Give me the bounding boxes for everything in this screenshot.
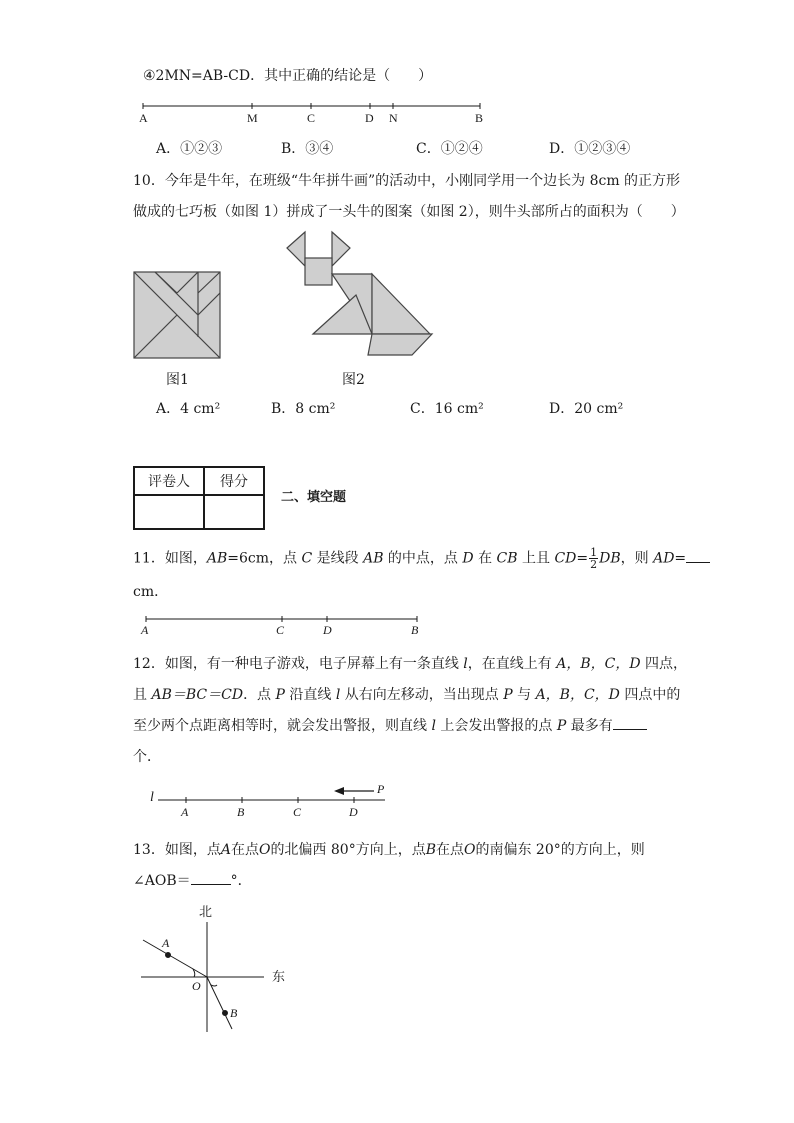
score-table — [133, 466, 265, 530]
q11-segment-figure — [146, 616, 417, 622]
q12-label-c: C — [293, 805, 302, 819]
q12-line-2: 且 AB＝BC＝CD．点 P 沿直线 l 从右向左移动，当出现点 P 与 A，B，C，D 四点中的 — [133, 687, 681, 703]
q12-answer-blank[interactable] — [613, 729, 647, 730]
q10-option-c: C．16 cm² — [410, 401, 484, 417]
score-header: 得分 — [204, 467, 264, 495]
reviewer-header: 评卷人 — [134, 467, 204, 495]
point-b-dot — [223, 1011, 228, 1016]
q10-option-b: B．8 cm² — [271, 401, 336, 417]
q11-label-a: A — [141, 623, 149, 637]
q9-option-d: D．①②③④ — [549, 141, 631, 157]
q13-label-b: B — [230, 1006, 238, 1020]
q12-label-p: P — [377, 782, 385, 796]
q9-option-c: C．①②④ — [416, 141, 483, 157]
q9-label-n: N — [389, 111, 398, 125]
q9-tail-text: ④2MN=AB-CD．其中正确的结论是（ ） — [143, 68, 433, 84]
q13-answer-blank[interactable] — [191, 884, 231, 885]
q12-line-3: 至少两个点距离相等时，就会发出警报，则直线 l 上会发出警报的点 P 最多有 — [133, 717, 647, 735]
compass-east-label: 东 — [272, 970, 286, 985]
q13-line-2: ∠AOB＝ °． — [133, 873, 252, 889]
q11-fraction: $\frac{1}{2}$ — [590, 546, 598, 571]
q10-line-2: 做成的七巧板（如图 1）拼成了一头牛的图案（如图 2），则牛头部所占的面积为（ ） — [133, 204, 685, 220]
q10-option-d: D．20 cm² — [549, 401, 624, 417]
point-a-dot — [166, 953, 171, 958]
ox-leg-parallelogram — [368, 334, 432, 355]
q13-compass-figure — [141, 922, 264, 1032]
q10-fig1-caption: 图1 — [166, 372, 189, 388]
q12-line-figure — [158, 787, 385, 803]
q9-option-b: B．③④ — [281, 141, 334, 157]
ox-right-horn — [332, 232, 350, 266]
tangram-figure-1 — [134, 272, 220, 358]
q9-label-m: M — [247, 111, 258, 125]
q10-fig2-caption: 图2 — [342, 372, 365, 388]
ray-oa — [143, 940, 207, 977]
q13-label-a: A — [162, 936, 170, 950]
ray-ob — [207, 977, 232, 1029]
q9-segment-figure — [143, 103, 480, 109]
q12-label-b: B — [237, 805, 245, 819]
q9-label-d: D — [365, 111, 374, 125]
q11-label-d: D — [323, 623, 332, 637]
q9-option-a: A．①②③ — [156, 141, 223, 157]
q10-option-a: A．4 cm² — [156, 401, 221, 417]
score-cell[interactable] — [204, 495, 264, 529]
q11-label-c: C — [276, 623, 285, 637]
q13-line-1: 13．如图，点A在点O的北偏西 80°方向上，点B在点O的南偏东 20°的方向上，则 — [133, 842, 645, 858]
compass-north-label: 北 — [199, 905, 213, 920]
q9-label-c: C — [307, 111, 316, 125]
arrow-head-icon — [334, 787, 344, 795]
q13-label-o: O — [192, 979, 201, 993]
q10-line-1: 10．今年是牛年，在班级“牛年拼牛画”的活动中，小刚同学用一个边长为 8cm 的正方形 — [133, 173, 681, 189]
tangram-figure-2-ox — [287, 232, 432, 355]
ox-left-horn — [287, 232, 305, 266]
reviewer-cell[interactable] — [134, 495, 204, 529]
q12-label-l: l — [150, 790, 154, 805]
q11-unit: cm． — [133, 584, 169, 600]
q9-label-b: B — [475, 111, 484, 125]
q12-label-d: D — [349, 805, 358, 819]
q12-line-4: 个． — [133, 749, 161, 765]
ox-head-square — [305, 258, 332, 285]
ox-body-triangle-2 — [372, 274, 430, 334]
q9-label-a: A — [139, 111, 148, 125]
q11-line-1: 11．如图，AB=6cm，点 C 是线段 AB 的中点，点 D 在 CB 上且 CD= $\frac{1}{2}$ DB，则 AD= — [133, 547, 710, 570]
q11-label-b: B — [411, 623, 419, 637]
q11-answer-blank[interactable] — [686, 562, 710, 563]
q12-line-1: 12．如图，有一种电子游戏，电子屏幕上有一条直线 l，在直线上有 A，B，C，D 四点， — [133, 656, 687, 672]
section-2-title: 二、填空题 — [281, 490, 347, 505]
q12-label-a: A — [181, 805, 189, 819]
angle-mark-b — [211, 985, 217, 986]
